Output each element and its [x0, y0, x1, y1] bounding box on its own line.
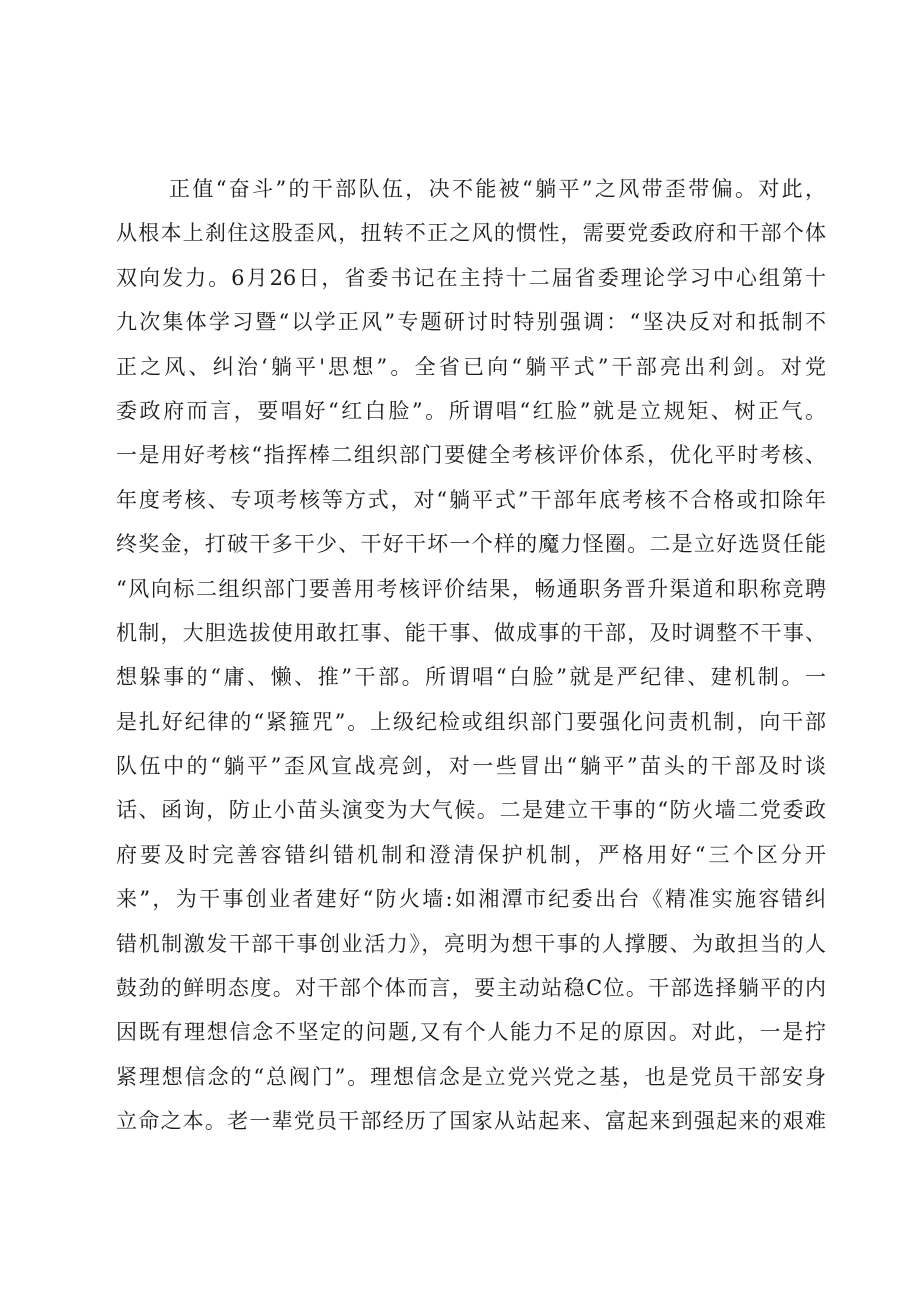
text-line: 紧理想信念的“总阀门”。理想信念是立党兴党之基，也是党员干部安身 [116, 1064, 826, 1089]
text-line: 来”，为干事创业者建好“防火墙:如湘潭市纪委出台《精准实施容错纠 [116, 887, 826, 912]
text-line: 正值“奋斗”的干部队伍，决不能被“躺平”之风带歪带偏。对此， [169, 177, 826, 201]
text-line: 双向发力。6月26日，省委书记在主持十二届省委理论学习中心组第十 [116, 265, 826, 290]
text-line: 九次集体学习暨“以学正风”专题研讨时特别强调：“坚决反对和抵制不 [116, 310, 826, 335]
text-line: 是扎好纪律的“紧箍咒”。上级纪检或组织部门要强化问责机制，向干部 [116, 709, 826, 734]
text-line: 年度考核、专项考核等方式，对“躺平式”干部年底考核不合格或扣除年 [116, 487, 826, 512]
text-line: 终奖金，打破干多干少、干好干坏一个样的魔力怪圈。二是立好选贤任能 [116, 532, 826, 557]
text-line: 想躲事的“庸、懒、推”干部。所谓唱“白脸”就是严纪律、建机制。一 [116, 665, 826, 690]
text-line: 鼓劲的鲜明态度。对干部个体而言，要主动站稳C位。干部选择躺平的内 [116, 976, 826, 1001]
body-paragraph [116, 167, 826, 1144]
text-line: 府要及时完善容错纠错机制和澄清保护机制，严格用好“三个区分开 [116, 842, 826, 867]
text-line: 话、函询，防止小苗头演变为大气候。二是建立干事的“防火墙二党委政 [116, 798, 826, 823]
text-line: 错机制激发干部干事创业活力》，亮明为想干事的人撑腰、为敢担当的人 [116, 931, 826, 956]
text-line: “风向标二组织部门要善用考核评价结果，畅通职务晋升渠道和职称竞聘 [116, 576, 826, 601]
text-line: 从根本上刹住这股歪风，扭转不正之风的惯性，需要党委政府和干部个体 [116, 221, 826, 246]
text-line: 因既有理想信念不坚定的问题,又有个人能力不足的原因。对此，一是拧 [116, 1020, 826, 1045]
text-line: 一是用好考核“指挥棒二组织部门要健全考核评价体系，优化平时考核、 [116, 443, 826, 468]
text-line: 立命之本。老一辈党员干部经历了国家从站起来、富起来到强起来的艰难 [116, 1109, 826, 1134]
text-line: 队伍中的“躺平”歪风宣战亮剑，对一些冒出“躺平”苗头的干部及时谈 [116, 754, 826, 779]
text-line: 正之风、纠治‘躺平'思想”。全省已向“躺平式”干部亮出利剑。对党 [116, 354, 826, 379]
text-line: 机制，大胆选拔使用敢扛事、能干事、做成事的干部，及时调整不干事、 [116, 620, 826, 645]
text-line: 委政府而言，要唱好“红白脸”。所谓唱“红脸”就是立规矩、树正气。 [116, 398, 826, 423]
